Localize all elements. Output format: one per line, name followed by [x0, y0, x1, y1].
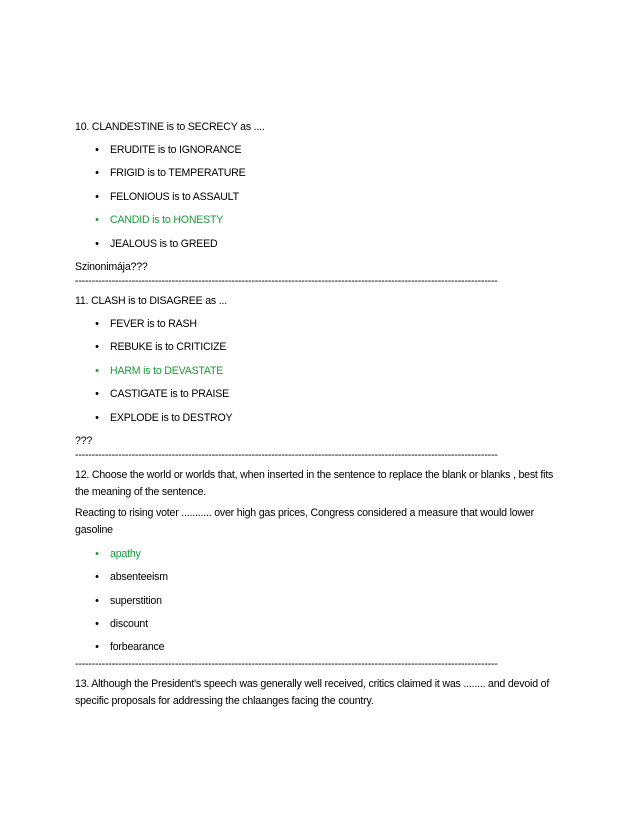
bullet-icon: • [95, 618, 99, 631]
option-text: ERUDITE is to IGNORANCE [110, 144, 242, 156]
bullet-icon: • [95, 144, 99, 156]
question-prompt: 12. Choose the world or worlds that, when inserted in the sentence to replace the blank or blanks , best fits the meaning of the sentence. [75, 468, 554, 499]
option-text: CANDID is to HONESTY [110, 214, 224, 227]
option-item [75, 410, 565, 433]
option-text: discount [110, 618, 148, 631]
question-13 [75, 676, 565, 711]
document-page [75, 119, 565, 711]
section-divider: ------------------------------------------------------------------------------------------------------------------------------- [75, 449, 498, 461]
option-item-correct [75, 212, 565, 235]
option-item [75, 569, 565, 592]
question-12 [75, 467, 565, 663]
question-11 [75, 293, 565, 450]
question-sentence: Reacting to rising voter ........... over high gas prices, Congress considered a measure that would lower gasoline [75, 506, 534, 537]
bullet-icon: • [95, 167, 99, 180]
option-item [75, 386, 565, 409]
option-text: EXPLODE is to DESTROY [110, 411, 233, 424]
option-text: FEVER is to RASH [110, 317, 197, 330]
option-list [75, 546, 565, 663]
bullet-icon: • [95, 190, 99, 203]
option-item [75, 593, 565, 616]
option-item [75, 616, 565, 639]
bullet-icon: • [95, 214, 99, 227]
option-text: JEALOUS is to GREED [110, 237, 218, 250]
bullet-icon: • [95, 388, 99, 401]
option-item-correct [75, 546, 565, 569]
option-item [75, 165, 565, 188]
bullet-icon: • [95, 317, 99, 330]
bullet-icon: • [95, 594, 99, 607]
question-10 [75, 119, 565, 276]
bullet-icon: • [95, 411, 99, 424]
option-text: FRIGID is to TEMPERATURE [110, 167, 246, 180]
question-note: Szinonimája??? [75, 260, 148, 273]
bullet-icon: • [95, 237, 99, 250]
option-item [75, 316, 565, 339]
option-text: FELONIOUS is to ASSAULT [110, 190, 239, 203]
question-prompt: 13. Although the President's speech was generally well received, critics claimed it was ........ and devoid of specific proposals for addressing the chlaanges facing the country. [75, 677, 550, 708]
option-list [75, 316, 565, 433]
section-divider: ------------------------------------------------------------------------------------------------------------------------------- [75, 658, 498, 670]
option-text: CASTIGATE is to PRAISE [110, 388, 230, 401]
option-item [75, 189, 565, 212]
bullet-icon: • [95, 341, 99, 354]
option-text: absenteeism [110, 571, 168, 584]
bullet-icon: • [95, 547, 99, 560]
option-text: REBUKE is to CRITICIZE [110, 341, 227, 354]
option-text: apathy [110, 547, 141, 560]
question-prompt: 11. CLASH is to DISAGREE as ... [75, 294, 227, 307]
option-list [75, 142, 565, 259]
option-item [75, 639, 565, 662]
section-divider: ------------------------------------------------------------------------------------------------------------------------------- [75, 275, 498, 287]
option-item [75, 339, 565, 362]
question-note: ??? [75, 434, 93, 447]
option-item [75, 236, 565, 259]
bullet-icon: • [95, 571, 99, 584]
bullet-icon: • [95, 364, 99, 377]
option-text: HARM is to DEVASTATE [110, 364, 224, 377]
option-item-correct [75, 363, 565, 386]
question-prompt: 10. CLANDESTINE is to SECRECY as .... [75, 121, 265, 133]
option-text: forbearance [110, 641, 165, 654]
bullet-icon: • [95, 641, 99, 654]
option-item [75, 142, 565, 165]
option-text: superstition [110, 594, 162, 607]
